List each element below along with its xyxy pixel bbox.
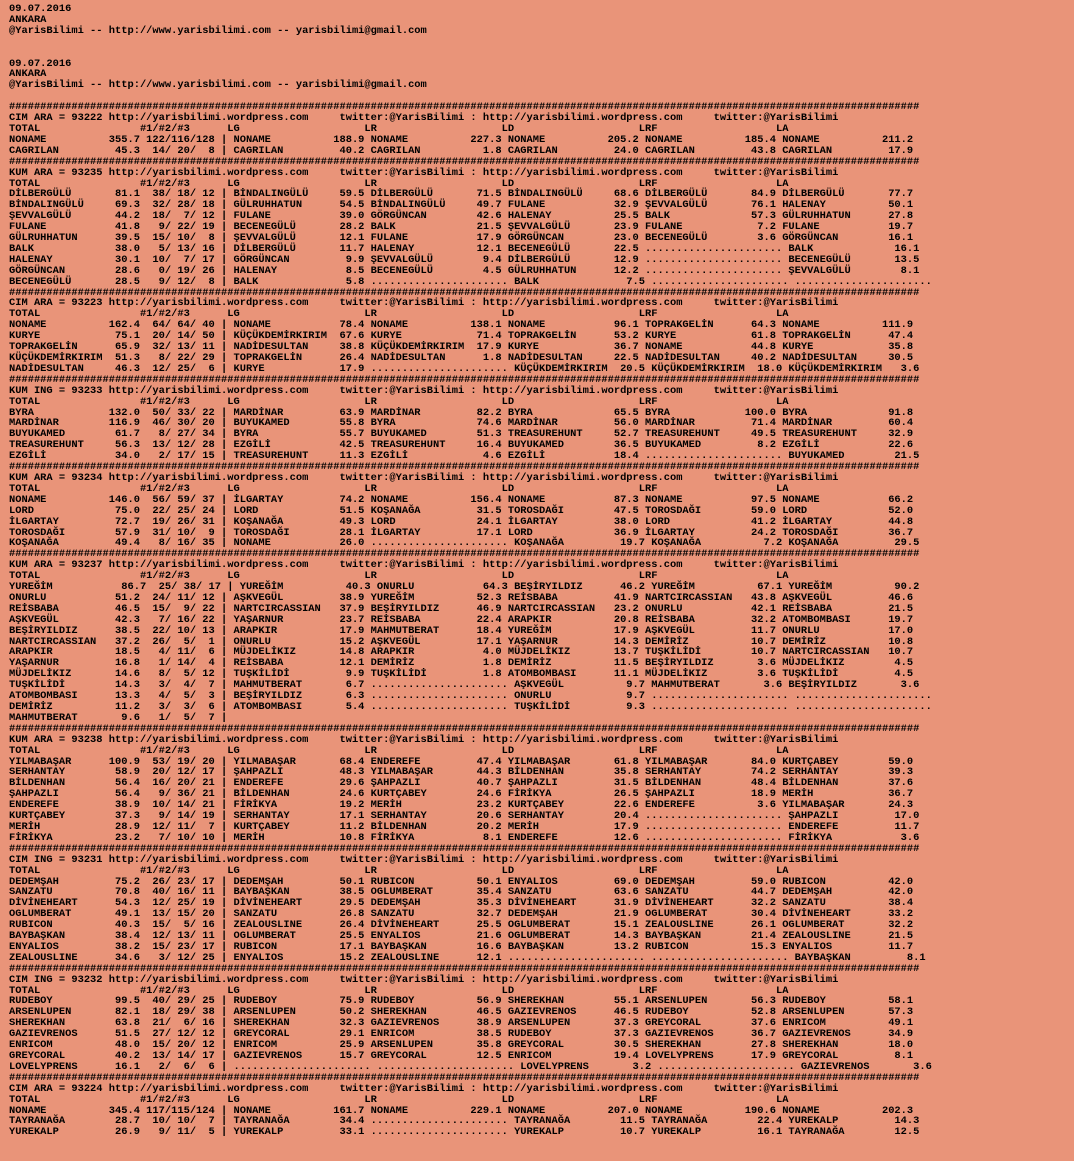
text-line: RUBICON 40.3 15/ 5/ 16 | ZEALOUSLINE 26.4 DİVİNEHEART 25.5 OGLUMBERAT 15.1 ZEALOUSLINE 26.1 OGLUMBERAT 32.2: [9, 919, 914, 932]
text-line: TREASUREHUNT 56.3 13/ 12/ 28 | EZGİLİ 42.5 TREASUREHUNT 16.4 BUYUKAMED 36.5 BUYUKAMED 8.2 EZGİLİ 22.6: [9, 439, 914, 452]
column-header-line: TOTAL #1/#2/#3 LG LR LD LRF LA: [9, 570, 789, 583]
text-line: BECENEGÜLÜ 28.5 9/ 12/ 8 | BALK 5.8 ...................... BALK 7.5 ...................... ......................: [9, 275, 932, 288]
text-line: BYRA 132.0 50/ 33/ 22 | MARDİNAR 63.9 MARDİNAR 82.2 BYRA 65.5 BYRA 100.0 BYRA 91.8: [9, 406, 914, 419]
separator-line: ##################################################################################################################################################: [9, 842, 920, 855]
text-line: CAGRILAN 45.3 14/ 20/ 8 | CAGRILAN 40.2 CAGRILAN 1.8 CAGRILAN 24.0 CAGRILAN 43.8 CAGRILAN 17.9: [9, 144, 914, 157]
column-header-line: TOTAL #1/#2/#3 LG LR LD LRF LA: [9, 395, 789, 408]
column-header-line: TOTAL #1/#2/#3 LG LR LD LRF LA: [9, 864, 789, 877]
text-line: ATOMBOMBASI 13.3 4/ 5/ 3 | BEŞİRYILDIZ 6.3 ...................... ONURLU 9.7 ...................... ......................: [9, 690, 932, 703]
text-line: OGLUMBERAT 49.1 13/ 15/ 20 | SANZATU 26.8 SANZATU 32.7 DEDEMŞAH 21.9 OGLUMBERAT 30.4 DİVİNEHEART 33.2: [9, 908, 914, 921]
race-header-line: KUM ARA = 93235 http://yarisbilimi.wordpress.com twitter:@YarisBilimi : http://yarisbilimi.wordpress.com twitter:@YarisBilimi: [9, 166, 839, 179]
text-line: MAHMUTBERAT 9.6 1/ 5/ 7 |: [9, 711, 228, 724]
text-line: BUYUKAMED 61.7 8/ 27/ 34 | BYRA 55.7 BUYUKAMED 51.3 TREASUREHUNT 52.7 TREASUREHUNT 49.5 TREASUREHUNT 32.9: [9, 428, 914, 441]
text-line: ŞAHPAZLI 56.4 9/ 36/ 21 | BİLDENHAN 24.6 KURTÇABEY 24.6 FİRİKYA 26.5 ŞAHPAZLI 18.9 MERİH 36.7: [9, 788, 914, 801]
text-line: DİLBERGÜLÜ 81.1 38/ 18/ 12 | BİNDALINGÜLÜ 59.5 DİLBERGÜLÜ 71.5 BİNDALINGÜLÜ 68.6 DİLBERGÜLÜ 84.9 DİLBERGÜLÜ 77.7: [9, 188, 914, 201]
text-line: BALK 38.0 5/ 13/ 16 | DİLBERGÜLÜ 11.7 HALENAY 12.1 BECENEGÜLÜ 22.5 ...................... BALK 16.1: [9, 242, 920, 255]
text-line: ENDEREFE 38.9 10/ 14/ 21 | FİRİKYA 19.2 MERİH 23.2 KURTÇABEY 22.6 ENDEREFE 3.6 YILMABAŞAR 24.3: [9, 799, 914, 812]
text-line: NADİDESULTAN 46.3 12/ 25/ 6 | KURYE 17.9 ...................... KÜÇÜKDEMİRKIRIM 20.5 KÜÇÜKDEMİRKIRIM 18.0 KÜÇÜKDEMİRKIRIM 3.6: [9, 362, 920, 375]
race-header-line: KUM ING = 93233 http://yarisbilimi.wordpress.com twitter:@YarisBilimi : http://yarisbilimi.wordpress.com twitter:@YarisBilimi: [9, 384, 839, 397]
race-header-line: CIM ING = 93231 http://yarisbilimi.wordpress.com twitter:@YarisBilimi : http://yarisbilimi.wordpress.com twitter:@YarisBilimi: [9, 853, 839, 866]
text-line: RUDEBOY 99.5 40/ 29/ 25 | RUDEBOY 75.9 RUDEBOY 56.9 SHEREKHAN 55.1 ARSENLUPEN 56.3 RUDEBOY 58.1: [9, 995, 914, 1008]
text-line: LOVELYPRENS 16.1 2/ 6/ 6 | ...................... ...................... LOVELYPRENS 3.2 ...................... GAZIEVRENOS 3.6: [9, 1060, 932, 1073]
text-line: YAŞARNUR 16.8 1/ 14/ 4 | REİSBABA 12.1 DEMİRİZ 1.8 DEMİRİZ 11.5 BEŞİRYILDIZ 3.6 MÜJDELİKIZ 4.5: [9, 657, 914, 670]
separator-line: ##################################################################################################################################################: [9, 286, 920, 299]
separator-line: ##################################################################################################################################################: [9, 548, 920, 561]
race-header-line: KUM ARA = 93237 http://yarisbilimi.wordpress.com twitter:@YarisBilimi : http://yarisbilimi.wordpress.com twitter:@YarisBilimi: [9, 559, 839, 572]
text-line: NONAME 355.7 122/116/128 | NONAME 188.9 NONAME 227.3 NONAME 205.2 NONAME 185.4 NONAME 211.2: [9, 133, 914, 146]
separator-line: ##################################################################################################################################################: [9, 155, 920, 168]
text-line: YUREKALP 26.9 9/ 11/ 5 | YUREKALP 33.1 ...................... YUREKALP 10.7 YUREKALP 16.1 TAYRANAĞA 12.5: [9, 1126, 920, 1139]
separator-line: ##################################################################################################################################################: [9, 722, 920, 735]
text-line: NONAME 146.0 56/ 59/ 37 | İLGARTAY 74.2 NONAME 156.4 NONAME 87.3 NONAME 97.5 NONAME 66.2: [9, 493, 914, 506]
column-header-line: TOTAL #1/#2/#3 LG LR LD LRF LA: [9, 482, 789, 495]
text-line: KURTÇABEY 37.3 9/ 14/ 19 | SERHANTAY 17.1 SERHANTAY 20.6 SERHANTAY 20.4 ...................... ŞAHPAZLI 17.0: [9, 810, 920, 823]
text-line: FULANE 41.8 9/ 22/ 19 | BECENEGÜLÜ 28.2 BALK 21.5 ŞEVVALGÜLÜ 23.9 FULANE 7.2 FULANE 19.7: [9, 221, 914, 234]
text-line: NARTCIRCASSIAN 37.2 26/ 5/ 1 | ONURLU 15.2 AŞKVEGÜL 17.1 YAŞARNUR 14.3 DEMİRİZ 10.7 DEMİRİZ 10.8: [9, 635, 914, 648]
text-line: KÜÇÜKDEMİRKIRIM 51.3 8/ 22/ 29 | TOPRAKGELİN 26.4 NADİDESULTAN 1.8 NADİDESULTAN 22.5 NADİDESULTAN 40.2 NADİDESULTAN 30.5: [9, 352, 914, 364]
text-line: TOROSDAĞI 57.9 31/ 10/ 9 | TOROSDAĞI 28.1 İLGARTAY 17.1 LORD 36.9 İLGARTAY 24.2 TOROSDAĞI 36.7: [9, 526, 914, 539]
column-header-line: TOTAL #1/#2/#3 LG LR LD LRF LA: [9, 122, 789, 135]
text-line: ENYALIOS 38.2 15/ 23/ 17 | RUBICON 17.1 BAYBAŞKAN 16.6 BAYBAŞKAN 13.2 RUBICON 15.3 ENYALIOS 11.7: [9, 940, 914, 953]
text-line: KOŞANAĞA 49.4 8/ 16/ 35 | NONAME 26.0 ...................... KOŞANAĞA 19.7 KOŞANAĞA 7.2 KOŞANAĞA 29.5: [9, 537, 920, 550]
column-header-line: TOTAL #1/#2/#3 LG LR LD LRF LA: [9, 308, 789, 321]
text-line: ARAPKIR 18.5 4/ 11/ 6 | MÜJDELİKIZ 14.8 ARAPKIR 4.0 MÜJDELİKIZ 13.7 TUŞKİLİDİ 10.7 NARTCIRCASSIAN 10.7: [9, 646, 914, 659]
text-line: @YarisBilimi -- http://www.yarisbilimi.com -- yarisbilimi@gmail.com: [9, 24, 427, 37]
text-line: HALENAY 30.1 10/ 7/ 17 | GÖRGÜNCAN 9.9 ŞEVVALGÜLÜ 9.4 DİLBERGÜLÜ 12.9 ...................... BECENEGÜLÜ 13.5: [9, 253, 920, 266]
race-header-line: CIM ARA = 93223 http://yarisbilimi.wordpress.com twitter:@YarisBilimi : http://yarisbilimi.wordpress.com twitter:@YarisBilimi: [9, 297, 839, 310]
text-line: DEDEMŞAH 75.2 26/ 23/ 17 | DEDEMŞAH 50.1 RUBICON 50.1 ENYALIOS 69.0 DEDEMŞAH 59.0 RUBICON 42.0: [9, 875, 914, 888]
text-line: @YarisBilimi -- http://www.yarisbilimi.com -- yarisbilimi@gmail.com: [9, 79, 427, 92]
text-line: ZEALOUSLINE 34.6 3/ 12/ 25 | ENYALIOS 15.2 ZEALOUSLINE 12.1 ...................... ...................... BAYBAŞKAN 8.1: [9, 951, 926, 964]
text-line: REİSBABA 46.5 15/ 9/ 22 | NARTCIRCASSIAN 37.9 BEŞİRYILDIZ 46.9 NARTCIRCASSIAN 23.2 ONURLU 42.1 REİSBABA 21.5: [9, 602, 914, 615]
text-line: YUREĞİM 86.7 25/ 38/ 17 | YUREĞİM 40.3 ONURLU 64.3 BEŞİRYILDIZ 46.2 YUREĞİM 67.1 YUREĞİM 90.2: [9, 581, 920, 594]
text-line: SHEREKHAN 63.8 21/ 6/ 16 | SHEREKHAN 32.3 GAZIEVRENOS 38.9 ARSENLUPEN 37.3 GREYCORAL 37.6 ENRICOM 49.1: [9, 1017, 914, 1030]
text-line: NONAME 162.4 64/ 64/ 40 | NONAME 78.4 NONAME 138.1 NONAME 96.1 TOPRAKGELİN 64.3 NONAME 111.9: [9, 319, 914, 332]
race-header-line: CIM ARA = 93224 http://yarisbilimi.wordpress.com twitter:@YarisBilimi : http://yarisbilimi.wordpress.com twitter:@YarisBilimi: [9, 1082, 839, 1095]
separator-line: ##################################################################################################################################################: [9, 461, 920, 474]
text-line: GÖRGÜNCAN 28.6 0/ 19/ 26 | HALENAY 8.5 BECENEGÜLÜ 4.5 GÜLRUHHATUN 12.2 ...................... ŞEVVALGÜLÜ 8.1: [9, 264, 920, 277]
text-line: MERİH 28.9 12/ 11/ 7 | KURTÇABEY 11.2 BİLDENHAN 20.2 MERİH 17.9 ...................... ENDEREFE 11.7: [9, 820, 920, 833]
text-line: ANKARA: [9, 68, 47, 81]
text-line: TOPRAKGELİN 65.9 32/ 13/ 11 | NADİDESULTAN 38.8 KÜÇÜKDEMİRKIRIM 17.9 KURYE 36.7 NONAME 44.8 KURYE 35.8: [9, 341, 914, 354]
separator-line: ##################################################################################################################################################: [9, 373, 920, 386]
text-line: DEMİRİZ 11.2 3/ 3/ 6 | ATOMBOMBASI 5.4 ...................... TUŞKİLİDİ 9.3 ...................... ......................: [9, 701, 932, 713]
text-line: MARDİNAR 116.9 46/ 30/ 20 | BUYUKAMED 55.8 BYRA 74.6 MARDİNAR 56.0 MARDİNAR 71.4 MARDİNAR 60.4: [9, 417, 914, 430]
text-line: İLGARTAY 72.7 19/ 26/ 31 | KOŞANAĞA 49.3 LORD 24.1 İLGARTAY 38.0 LORD 41.2 İLGARTAY 44.8: [9, 515, 914, 528]
text-line: ARSENLUPEN 82.1 18/ 29/ 38 | ARSENLUPEN 50.2 SHEREKHAN 46.5 GAZIEVRENOS 46.5 RUDEBOY 52.8 ARSENLUPEN 57.3: [9, 1006, 914, 1019]
text-line: ŞEVVALGÜLÜ 44.2 18/ 7/ 12 | FULANE 39.0 GÖRGÜNCAN 42.6 HALENAY 25.5 BALK 57.3 GÜLRUHHATUN 27.8: [9, 210, 914, 223]
text-line: SANZATU 70.8 40/ 16/ 11 | BAYBAŞKAN 38.5 OGLUMBERAT 35.4 SANZATU 63.6 SANZATU 44.7 DEDEMŞAH 42.0: [9, 886, 914, 899]
text-line: NONAME 345.4 117/115/124 | NONAME 161.7 NONAME 229.1 NONAME 207.0 NONAME 190.6 NONAME 202.3: [9, 1104, 914, 1117]
text-line: BİNDALINGÜLÜ 69.3 32/ 28/ 18 | GÜLRUHHATUN 54.5 BİNDALINGÜLÜ 49.7 FULANE 32.9 ŞEVVALGÜLÜ 76.1 HALENAY 50.1: [9, 199, 914, 212]
text-line: BAYBAŞKAN 38.4 12/ 13/ 11 | OGLUMBERAT 25.5 ENYALIOS 21.6 OGLUMBERAT 14.3 BAYBAŞKAN 21.4 ZEALOUSLINE 21.5: [9, 930, 914, 943]
column-header-line: TOTAL #1/#2/#3 LG LR LD LRF LA: [9, 1093, 789, 1106]
text-line: EZGİLİ 34.0 2/ 17/ 15 | TREASUREHUNT 11.3 EZGİLİ 4.6 EZGİLİ 18.4 ...................... BUYUKAMED 21.5: [9, 450, 920, 463]
column-header-line: TOTAL #1/#2/#3 LG LR LD LRF LA: [9, 984, 789, 997]
separator-line: ##################################################################################################################################################: [9, 1071, 920, 1084]
text-line: TAYRANAĞA 28.7 10/ 10/ 7 | TAYRANAĞA 34.4 ...................... TAYRANAĞA 11.5 TAYRANAĞA 22.4 YUREKALP 14.3: [9, 1115, 920, 1128]
text-line: TUŞKİLİDİ 14.3 3/ 4/ 7 | MAHMUTBERAT 6.7 ...................... AŞKVEGÜL 9.7 MAHMUTBERAT 3.6 BEŞİRYILDIZ 3.6: [9, 679, 920, 692]
race-header-line: KUM ARA = 93234 http://yarisbilimi.wordpress.com twitter:@YarisBilimi : http://yarisbilimi.wordpress.com twitter:@YarisBilimi: [9, 471, 839, 484]
text-line: GÜLRUHHATUN 39.5 15/ 10/ 8 | ŞEVVALGÜLÜ 12.1 FULANE 17.9 GÖRGÜNCAN 23.0 BECENEGÜLÜ 3.6 GÖRGÜNCAN 16.1: [9, 232, 914, 245]
column-header-line: TOTAL #1/#2/#3 LG LR LD LRF LA: [9, 177, 789, 190]
text-line: AŞKVEGÜL 42.3 7/ 16/ 22 | YAŞARNUR 23.7 REİSBABA 22.4 ARAPKIR 20.8 REİSBABA 32.2 ATOMBOMBASI 19.7: [9, 613, 914, 626]
text-line: 09.07.2016: [9, 57, 72, 70]
text-line: LORD 75.0 22/ 25/ 24 | LORD 51.5 KOŞANAĞA 31.5 TOROSDAĞI 47.5 TOROSDAĞI 59.0 LORD 52.0: [9, 504, 914, 517]
text-line: YILMABAŞAR 100.9 53/ 19/ 20 | YILMABAŞAR 68.4 ENDEREFE 47.4 YILMABAŞAR 61.8 YILMABAŞAR 84.0 KURTÇABEY 59.0: [9, 755, 914, 768]
race-header-line: CIM ING = 93232 http://yarisbilimi.wordpress.com twitter:@YarisBilimi : http://yarisbilimi.wordpress.com twitter:@YarisBilimi: [9, 973, 839, 986]
separator-line: ##################################################################################################################################################: [9, 101, 920, 114]
text-line: ANKARA: [9, 13, 47, 26]
blank-line: [9, 48, 1074, 59]
text-line: BİLDENHAN 56.4 16/ 20/ 21 | ENDEREFE 29.6 ŞAHPAZLI 40.7 ŞAHPAZLI 31.5 BİLDENHAN 48.4 BİLDENHAN 37.6: [9, 777, 914, 790]
column-header-line: TOTAL #1/#2/#3 LG LR LD LRF LA: [9, 744, 789, 757]
text-line: BEŞİRYILDIZ 38.5 22/ 10/ 13 | ARAPKIR 17.9 MAHMUTBERAT 18.4 YUREĞİM 17.9 AŞKVEGÜL 11.7 ONURLU 17.0: [9, 624, 914, 637]
text-line: SERHANTAY 58.9 20/ 12/ 17 | ŞAHPAZLI 48.3 YILMABAŞAR 44.3 BİLDENHAN 35.8 SERHANTAY 74.2 SERHANTAY 39.3: [9, 766, 914, 779]
text-line: MÜJDELİKIZ 14.6 8/ 5/ 12 | TUŞKİLİDİ 9.9 TUŞKİLİDİ 1.8 ATOMBOMBASI 11.1 MÜJDELİKIZ 3.6 TUŞKİLİDİ 4.5: [9, 668, 914, 681]
text-line: ENRICOM 48.0 15/ 20/ 12 | ENRICOM 25.9 ARSENLUPEN 35.8 GREYCORAL 30.5 SHEREKHAN 27.8 SHEREKHAN 18.0: [9, 1039, 914, 1052]
text-line: FİRİKYA 23.2 7/ 10/ 10 | MERİH 10.8 FİRİKYA 8.1 ENDEREFE 12.6 ...................... FİRİKYA 3.6: [9, 831, 920, 844]
text-line: GREYCORAL 40.2 13/ 14/ 17 | GAZIEVRENOS 15.7 GREYCORAL 12.5 ENRICOM 19.4 LOVELYPRENS 17.9 GREYCORAL 8.1: [9, 1050, 914, 1062]
text-line: 09.07.2016: [9, 3, 72, 15]
race-header-line: KUM ARA = 93238 http://yarisbilimi.wordpress.com twitter:@YarisBilimi : http://yarisbilimi.wordpress.com twitter:@YarisBilimi: [9, 733, 839, 746]
text-line: KURYE 75.1 20/ 14/ 50 | KÜÇÜKDEMİRKIRIM 67.6 KURYE 71.4 TOPRAKGELİN 53.2 KURYE 61.8 TOPRAKGELİN 47.4: [9, 330, 914, 343]
text-line: ONURLU 51.2 24/ 11/ 12 | AŞKVEGÜL 38.9 YUREĞİM 52.3 REİSBABA 41.9 NARTCIRCASSIAN 43.8 AŞKVEGÜL 46.6: [9, 591, 914, 604]
text-line: GAZIEVRENOS 51.5 27/ 12/ 12 | GREYCORAL 29.1 ENRICOM 38.5 RUDEBOY 37.3 GAZIEVRENOS 36.7 GAZIEVRENOS 34.9: [9, 1028, 914, 1041]
separator-line: ##################################################################################################################################################: [9, 962, 920, 975]
race-header-line: CIM ARA = 93222 http://yarisbilimi.wordpress.com twitter:@YarisBilimi : http://yarisbilimi.wordpress.com twitter:@YarisBilimi: [9, 112, 839, 125]
text-line: DİVİNEHEART 54.3 12/ 25/ 19 | DİVİNEHEART 29.5 DEDEMŞAH 35.3 DİVİNEHEART 31.9 DİVİNEHEART 32.2 SANZATU 38.4: [9, 897, 914, 910]
blank-line: [9, 37, 1074, 48]
